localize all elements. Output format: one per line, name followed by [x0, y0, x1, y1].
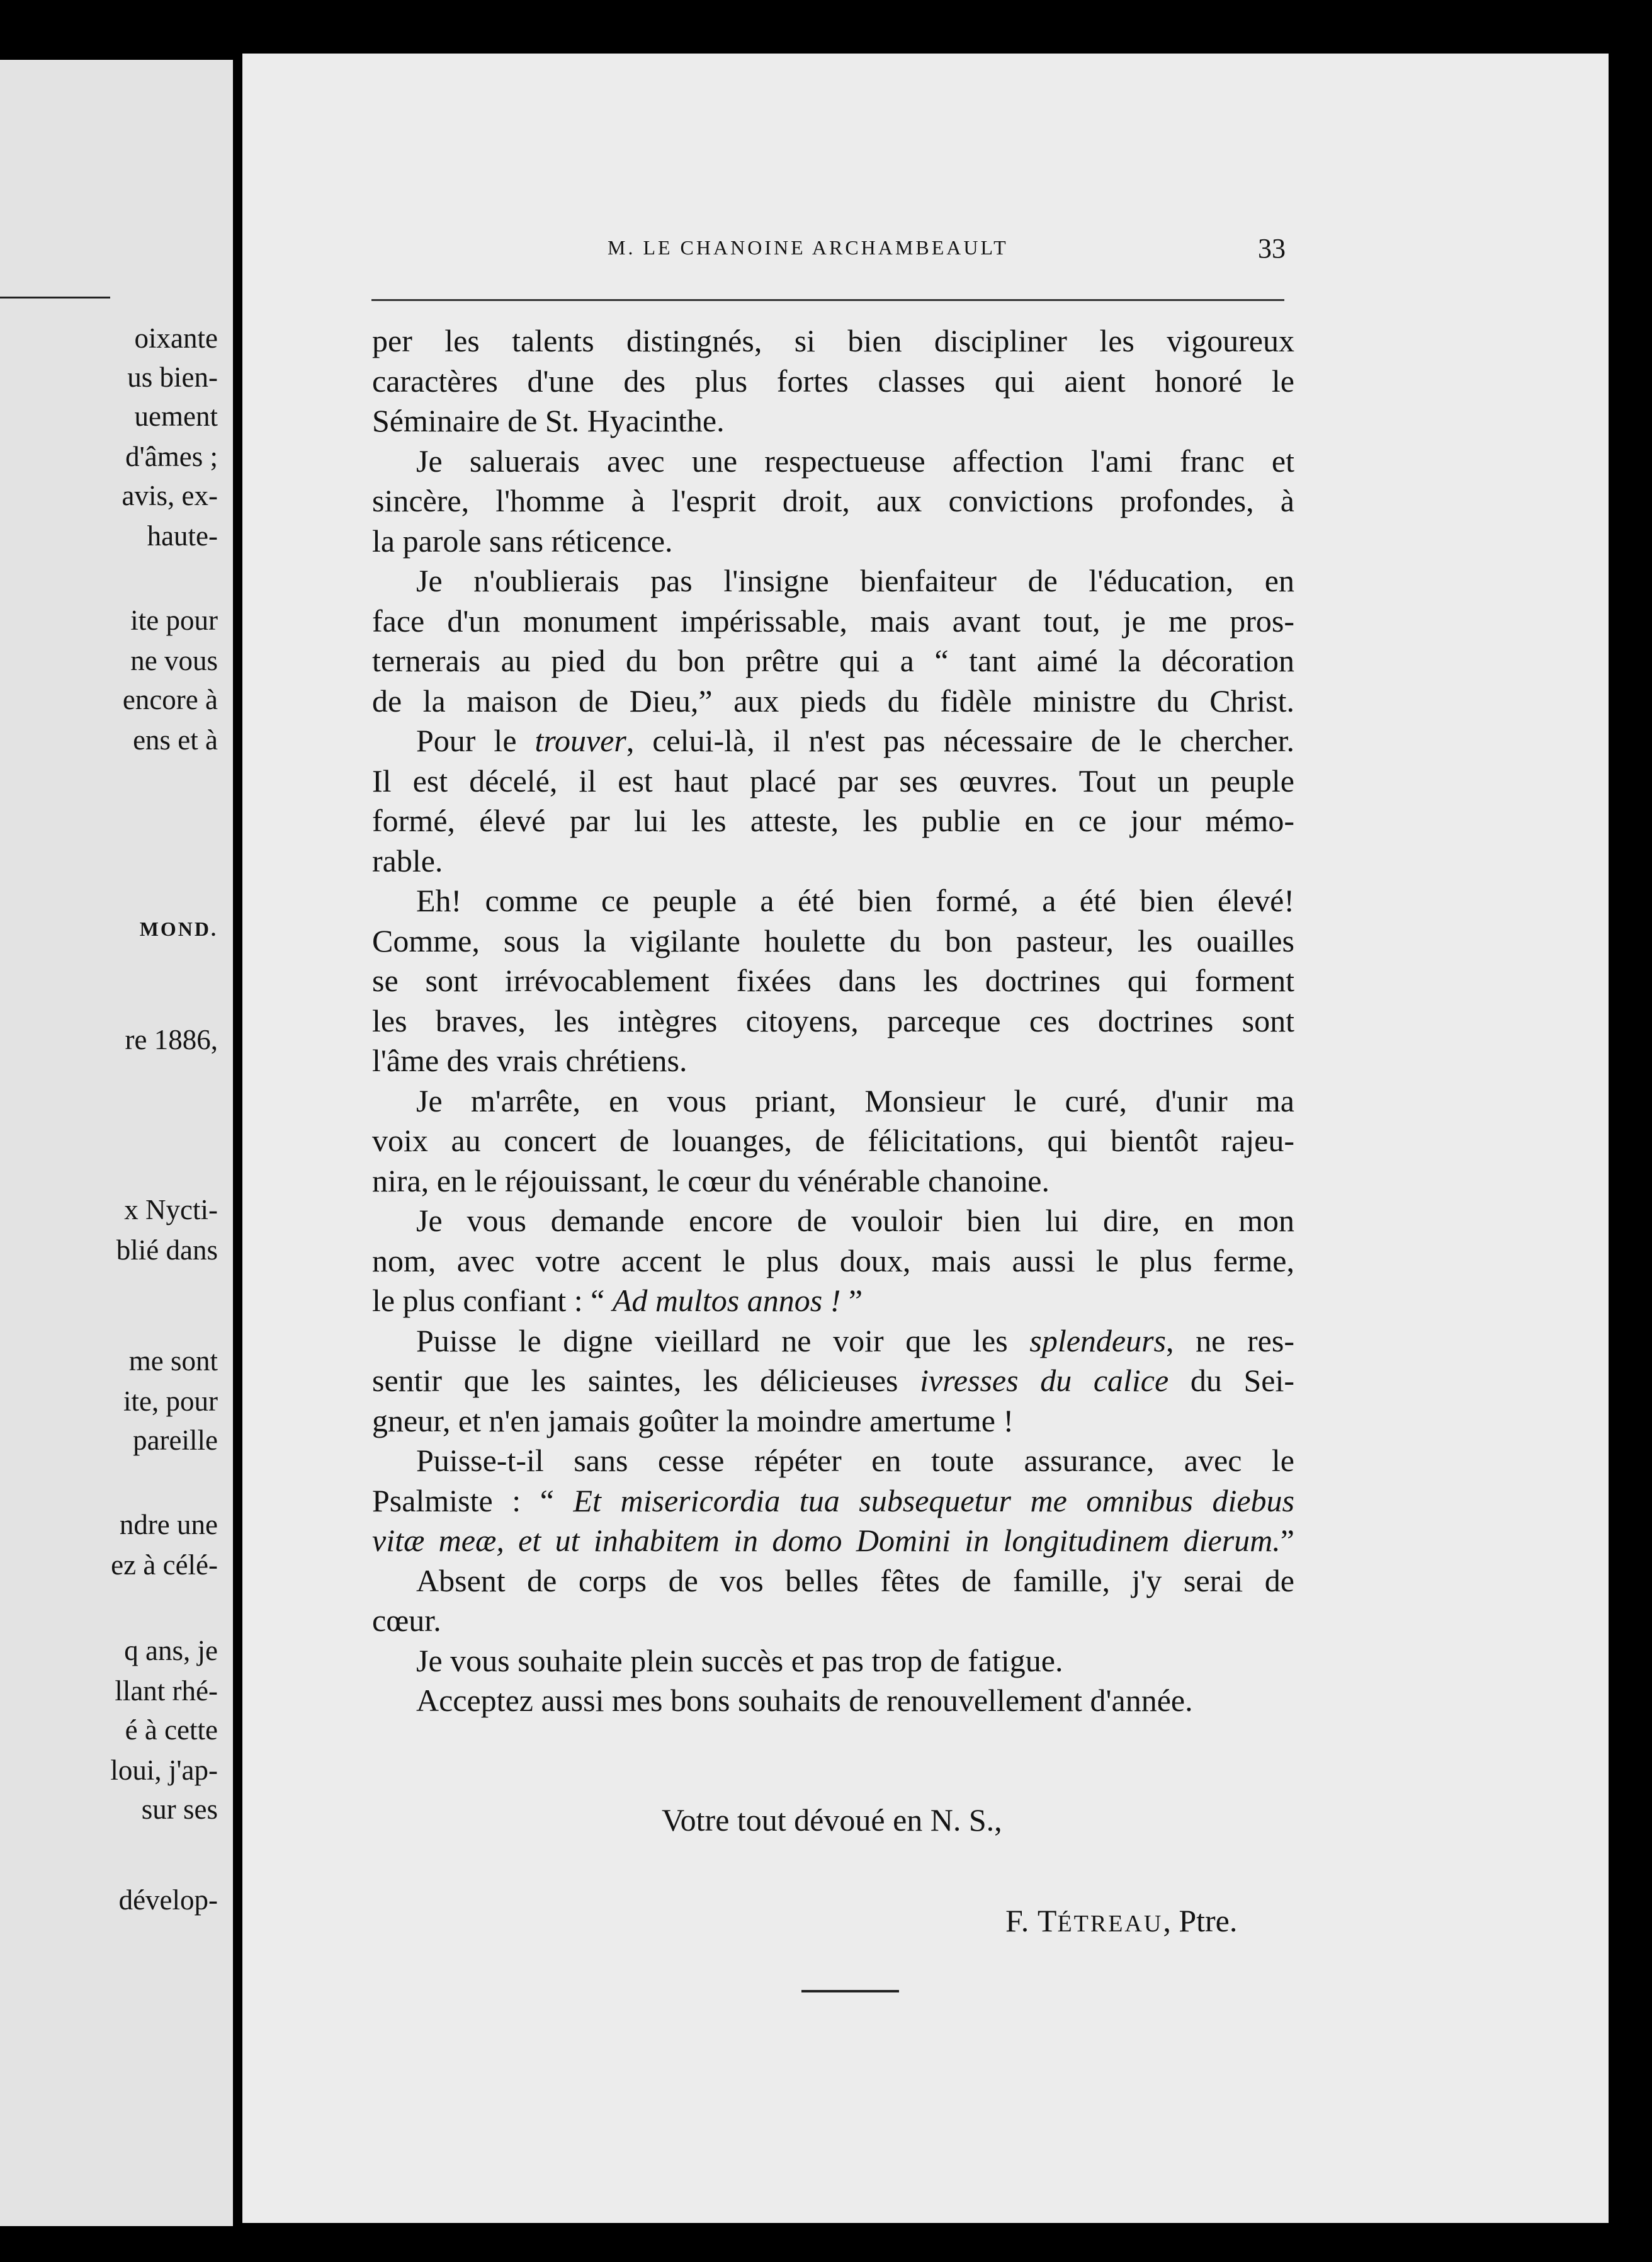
- text-line: Pour le trouver, celui-là, il n'est pas nécessaire de le chercher.: [416, 723, 1294, 758]
- latin-quote: Et misericordia tua subsequetur me omnibus diebus: [573, 1482, 1294, 1518]
- text-line: formé, élevé par lui les atteste, les publie en ce jour mémo-: [372, 803, 1294, 838]
- left-line: x Nycti-: [124, 1194, 218, 1225]
- left-line: ite, pour: [123, 1385, 218, 1417]
- latin-quote: vitæ meæ, et ut inhabitem in domo Domini in longitudinem dierum.: [372, 1523, 1281, 1558]
- previous-page-fragment: [0, 60, 233, 2226]
- text-line: les braves, les intègres citoyens, parceque ces doctrines sont: [372, 1003, 1294, 1038]
- book-page: [242, 54, 1609, 2223]
- text-line: se sont irrévocablement fixées dans les doctrines qui forment: [372, 963, 1294, 998]
- left-line: llant rhé-: [115, 1675, 218, 1707]
- left-line: q ans, je: [124, 1635, 218, 1666]
- text-line: Je m'arrête, en vous priant, Monsieur le curé, d'unir ma: [416, 1083, 1294, 1118]
- text-line: sincère, l'homme à l'esprit droit, aux convictions profondes, à: [372, 483, 1294, 518]
- italic-word: trouver: [535, 723, 626, 758]
- left-line: sur ses: [141, 1793, 218, 1825]
- text-line: nom, avec votre accent le plus doux, mais aussi le plus ferme,: [372, 1242, 1294, 1278]
- left-line: loui, j'ap-: [110, 1754, 218, 1786]
- running-head: M. LE CHANOINE ARCHAMBEAULT: [608, 236, 1009, 259]
- text-line: Séminaire de St. Hyacinthe.: [372, 403, 725, 438]
- left-line: us bien-: [127, 361, 218, 393]
- text-line: Acceptez aussi mes bons souhaits de renouvellement d'année.: [416, 1683, 1193, 1718]
- text-line: ternerais au pied du bon prêtre qui a “ tant aimé la décoration: [372, 643, 1294, 678]
- text-line: vitæ meæ, et ut inhabitem in domo Domini in longitudinem dierum.”: [372, 1523, 1294, 1558]
- left-line: haute-: [147, 520, 218, 552]
- text-line: Il est décelé, il est haut placé par ses œuvres. Tout un peuple: [372, 763, 1294, 799]
- left-line: ne vous: [130, 645, 218, 676]
- text-line: Je n'oublierais pas l'insigne bienfaiteur de l'éducation, en: [416, 563, 1294, 598]
- section-rule: [0, 297, 110, 298]
- text-line: de la maison de Dieu,” aux pieds du fidèle ministre du Christ.: [372, 683, 1294, 719]
- text-line: rable.: [372, 843, 443, 878]
- end-rule: [801, 1990, 899, 1992]
- italic-phrase: ivresses du calice: [920, 1363, 1169, 1398]
- left-line: ez à célé-: [111, 1549, 218, 1581]
- left-line: d'âmes ;: [125, 441, 218, 472]
- header-rule: [371, 299, 1284, 301]
- left-line: pareille: [133, 1424, 218, 1456]
- signature: F. TÉTREAU, Ptre.: [1005, 1903, 1238, 1938]
- text-line: Psalmiste : “ Et misericordia tua subsequetur me omnibus diebus: [372, 1482, 1294, 1518]
- left-signature: MOND.: [139, 918, 218, 940]
- page-header: [242, 233, 1609, 274]
- text-line: Je vous souhaite plein succès et pas trop de fatigue.: [416, 1642, 1063, 1678]
- left-line: blié dans: [116, 1234, 218, 1266]
- left-line: dévelop-: [118, 1884, 218, 1916]
- left-line: avis, ex-: [122, 480, 218, 511]
- left-line: uement: [134, 401, 218, 432]
- page-number: 33: [1258, 233, 1286, 264]
- text-line: le plus confiant : “ Ad multos annos ! ”: [372, 1283, 863, 1318]
- text-line: gneur, et n'en jamais goûter la moindre amertume !: [372, 1402, 1014, 1438]
- left-line: me sont: [128, 1345, 218, 1377]
- italic-word: splendeurs: [1029, 1322, 1167, 1358]
- text-line: Absent de corps de vos belles fêtes de famille, j'y serai de: [416, 1562, 1294, 1598]
- text-line: face d'un monument impérissable, mais avant tout, je me pros-: [372, 603, 1294, 639]
- salutation: Votre tout dévoué en N. S.,: [662, 1802, 1002, 1838]
- text-line: Je saluerais avec une respectueuse affection l'ami franc et: [416, 443, 1294, 479]
- text-line: cœur.: [372, 1603, 441, 1638]
- left-line: é à cette: [125, 1714, 218, 1746]
- left-line: encore à: [122, 684, 218, 715]
- text-line: nira, en le réjouissant, le cœur du vénérable chanoine.: [372, 1162, 1049, 1198]
- left-line: re 1886,: [125, 1024, 218, 1055]
- text-line: Comme, sous la vigilante houlette du bon pasteur, les ouailles: [372, 923, 1294, 958]
- text-line: Puisse-t-il sans cesse répéter en toute assurance, avec le: [416, 1443, 1294, 1478]
- left-line: ens et à: [133, 724, 218, 756]
- text-line: l'âme des vrais chrétiens.: [372, 1043, 687, 1078]
- left-line: ite pour: [130, 605, 218, 636]
- text-line: Je vous demande encore de vouloir bien lui dire, en mon: [416, 1203, 1294, 1238]
- text-line: sentir que les saintes, les délicieuses ivresses du calice du Sei-: [372, 1363, 1294, 1398]
- latin-quote: Ad multos annos !: [612, 1283, 841, 1318]
- letter-body: [372, 321, 1294, 1721]
- text-line: per les talents distingnés, si bien discipliner les vigoureux: [372, 323, 1294, 358]
- left-line: ndre une: [119, 1509, 218, 1540]
- text-line: Eh! comme ce peuple a été bien formé, a été bien élevé!: [416, 883, 1294, 918]
- text-line: caractères d'une des plus fortes classes qui aient honoré le: [372, 363, 1294, 399]
- text-line: Puisse le digne vieillard ne voir que les splendeurs, ne res-: [416, 1322, 1294, 1358]
- text-line: voix au concert de louanges, de félicitations, qui bientôt rajeu-: [372, 1123, 1294, 1158]
- text-line: la parole sans réticence.: [372, 523, 673, 559]
- left-line: oixante: [134, 322, 218, 354]
